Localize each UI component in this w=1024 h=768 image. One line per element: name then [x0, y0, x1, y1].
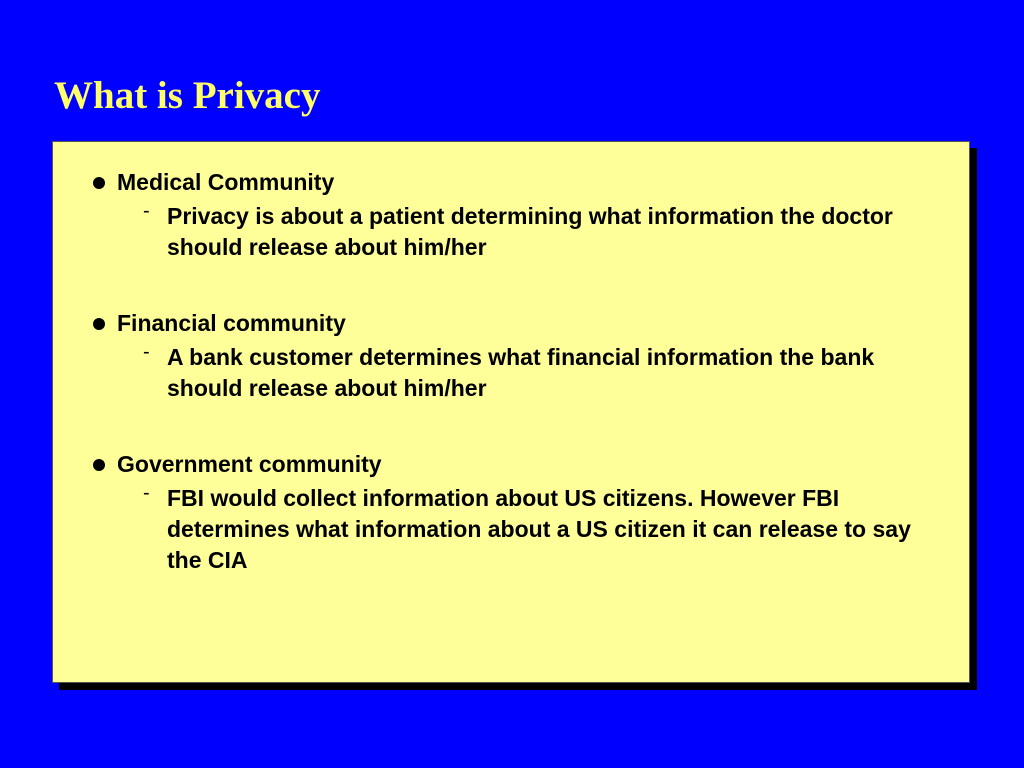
sub-bullet-row [53, 201, 969, 263]
bullet-list [53, 166, 969, 620]
dash-marker-icon: - [143, 341, 150, 363]
sub-bullet-row [53, 483, 969, 576]
bullet-item-medical [53, 166, 969, 263]
bullet-dot-icon [93, 318, 105, 330]
bullet-row [53, 166, 969, 198]
bullet-heading: Financial community [117, 310, 346, 336]
sub-bullet-text: A bank customer determines what financial information the bank should release about him/her [167, 344, 875, 401]
bullet-row [53, 448, 969, 480]
sub-bullet-text: FBI would collect information about US citizens. However FBI determines what information about a US citizen it can release to say the CIA [167, 485, 911, 573]
sub-bullet-row [53, 342, 969, 404]
bullet-heading: Medical Community [117, 169, 335, 195]
bullet-item-financial [53, 307, 969, 404]
bullet-row [53, 307, 969, 339]
bullet-dot-icon [93, 177, 105, 189]
bullet-dot-icon [93, 459, 105, 471]
bullet-item-government [53, 448, 969, 576]
dash-marker-icon: - [143, 200, 150, 222]
slide-title: What is Privacy [54, 74, 321, 117]
sub-bullet-text: Privacy is about a patient determining what information the doctor should release about him/her [167, 203, 893, 260]
content-box [52, 141, 970, 683]
dash-marker-icon: - [143, 482, 150, 504]
bullet-heading: Government community [117, 451, 382, 477]
